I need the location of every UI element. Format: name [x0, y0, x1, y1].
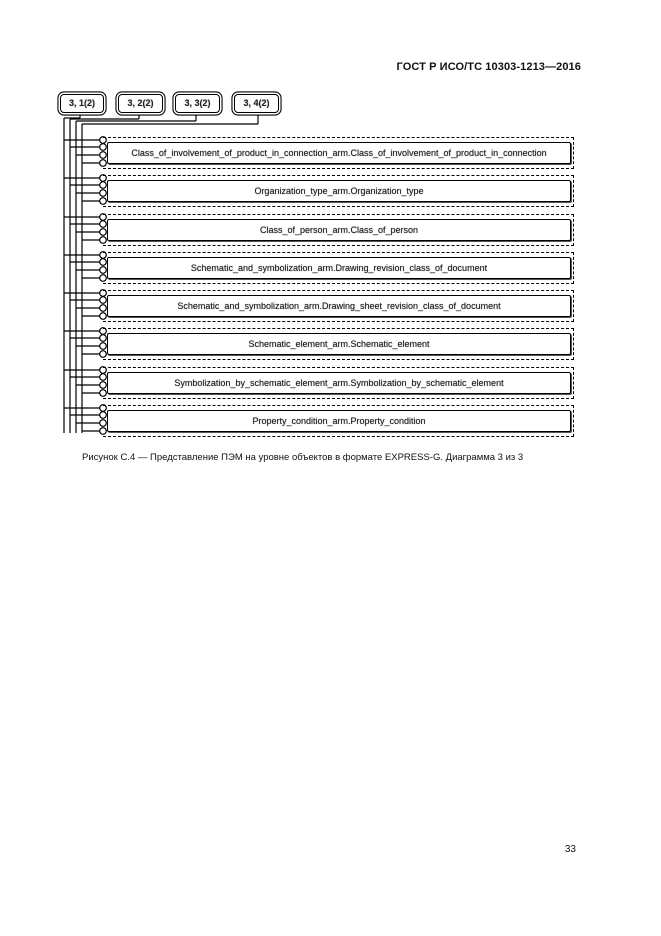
document-header: ГОСТ Р ИСО/ТС 10303-1213—2016 — [396, 61, 581, 73]
entity-box[interactable]: Schematic_and_symbolization_arm.Drawing_sheet_revision_class_of_document — [103, 290, 574, 322]
entity-box[interactable]: Schematic_element_arm.Schematic_element — [103, 328, 574, 360]
entity-box[interactable]: Class_of_person_arm.Class_of_person — [103, 214, 574, 246]
entity-box[interactable]: Property_condition_arm.Property_condition — [103, 405, 574, 437]
entity-box[interactable]: Symbolization_by_schematic_element_arm.Symbolization_by_schematic_element — [103, 367, 574, 399]
reference-box-1[interactable]: 3, 1(2) — [60, 94, 104, 113]
reference-box-2[interactable]: 3, 2(2) — [118, 94, 163, 113]
entity-box[interactable]: Organization_type_arm.Organization_type — [103, 175, 574, 207]
reference-box-4[interactable]: 3, 4(2) — [234, 94, 279, 113]
entity-box[interactable]: Class_of_involvement_of_product_in_connection_arm.Class_of_involvement_of_product_in_connection — [103, 137, 574, 169]
entity-box[interactable]: Schematic_and_symbolization_arm.Drawing_revision_class_of_document — [103, 252, 574, 284]
figure-caption: Рисунок С.4 — Представление ПЭМ на уровне объектов в формате EXPRESS-G. Диаграмма 3 из 3 — [82, 452, 524, 463]
reference-box-3[interactable]: 3, 3(2) — [175, 94, 220, 113]
page-number: 33 — [564, 844, 576, 855]
express-g-diagram — [0, 0, 661, 460]
